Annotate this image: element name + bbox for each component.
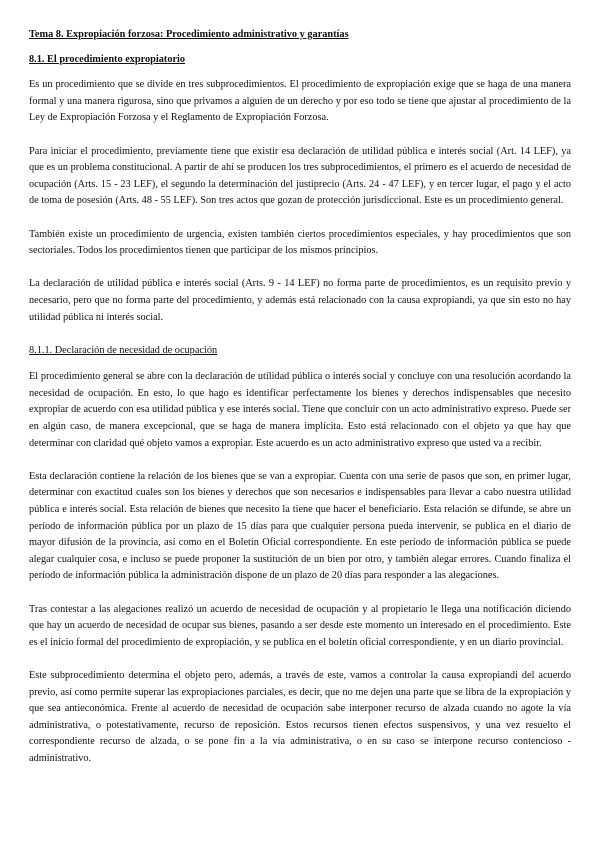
paragraph: Para iniciar el procedimiento, previamente tiene que existir esa declaración de utilidad pública e interés social (Art. 14 LEF), ya que es un problema constitucional. A partir de ahí se producen los tres subprocedimientos, el primero es el acuerdo de necesidad de ocupación (Arts. 15 - 23 LEF), el segundo la determinación del justiprecio (Arts. 24 - 47 LEF), y en tercer lugar, el pago y el acto de toma de posesión (Arts. 48 - 55 LEF). Son tres actos que gozan de protección jurisdiccional. Este es un procedimiento general. [29,145,571,207]
section-heading-8-1: 8.1. El procedimiento expropiatorio [29,53,186,65]
document-title: Tema 8. Expropiación forzosa: Procedimiento administrativo y garantías [29,29,349,40]
section-heading-8-1-1: 8.1.1. Declaración de necesidad de ocupación [29,344,218,356]
paragraph: Es un procedimiento que se divide en tres subprocedimientos. El procedimiento de expropiación exige que se haga de una manera formal y una manera rigurosa, sino que privamos a alguien de un derecho y por eso todo se tiene que ajustar al procedimiento de la Ley de Expropiación Forzosa y el Reglamento de Expropiación Forzosa. [29,79,571,124]
paragraph: Este subprocedimiento determina el objeto pero, además, a través de este, vamos a controlar la causa expropiandi del acuerdo previo, así como permite superar las expropiaciones parciales, es decir, que no me dejen una parte que se libra de la expropiación y que sea antieconómica. Frente al acuerdo de necesidad de ocupación sabe interponer recurso de alzada cuando no agote la vía administrativa, o potestativamente, recurso de reposición. Estos recursos tienen efectos suspensivos, y una vez resuelto el correspondiente recurso de alzada, o se pone fin a la vía administrativa, o en su caso se interpone recurso contencioso - administrativo. [29,669,571,764]
paragraph: La declaración de utilidad pública e interés social (Arts. 9 - 14 LEF) no forma parte de procedimientos, es un requisito previo y necesario, pero que no forma parte del procedimiento, y además está relacionado con la causa expropiandi, ya que sin esto no hay utilidad pública ni interés social. [29,278,571,323]
paragraph: El procedimiento general se abre con la declaración de utilidad pública o interés social y concluye con una resolución acordando la necesidad de ocupación. En esto, lo que hago es identificar perfectamente los bienes y derechos indispensables que necesito expropiar de acuerdo con esa utilidad pública y ese interés social. Tiene que concluir con un acto administrativo expreso. Puede ser en algún caso, de manera excepcional, que se haga de manera implícita. Esto está relacionado con el objeto ya que hay que determinar con claridad qué objeto vamos a expropiar. Este acuerdo es un acto administrativo expreso que usted va a recibir. [29,371,571,449]
paragraph: También existe un procedimiento de urgencia, existen también ciertos procedimientos especiales, y hay procedimientos que son sectoriales. Todos los procedimientos tienen que participar de los mismos principios. [29,228,571,257]
paragraph: Tras contestar a las alegaciones realizó un acuerdo de necesidad de ocupación y al propietario le llega una notificación diciendo que hay un acuerdo de necesidad de ocupar sus bienes, pasando a ser desde este momento un interesado en el procedimiento. Este es el inicio formal del procedimiento de expropiación, y se publica en el boletín oficial correspondiente, y en un diario provincial. [29,603,571,648]
paragraph: Esta declaración contiene la relación de los bienes que se van a expropiar. Cuenta con una serie de pasos que son, en primer lugar, determinar con exactitud cuales son los bienes y derechos que son necesarios e indispensables para llevar a cabo nuestra utilidad pública e interés social. Esta relación de bienes que necesito la tiene que hacer el beneficiario. Esta relación se difunde, se abre un período de información pública por un plazo de 15 días para que cualquier persona pueda intervenir, se publica en el diario de mayor difusión de la provincia, así como en el Boletín Oficial correspondiente. En este período de información pública se puede alegar cualquier cosa, e incluso se puede proponer la sustitución de un bien por otro, y también alegar errores. Cuando finaliza el período de información pública la administración dispone de un plazo de 20 días para responder a las alegaciones. [29,470,571,582]
